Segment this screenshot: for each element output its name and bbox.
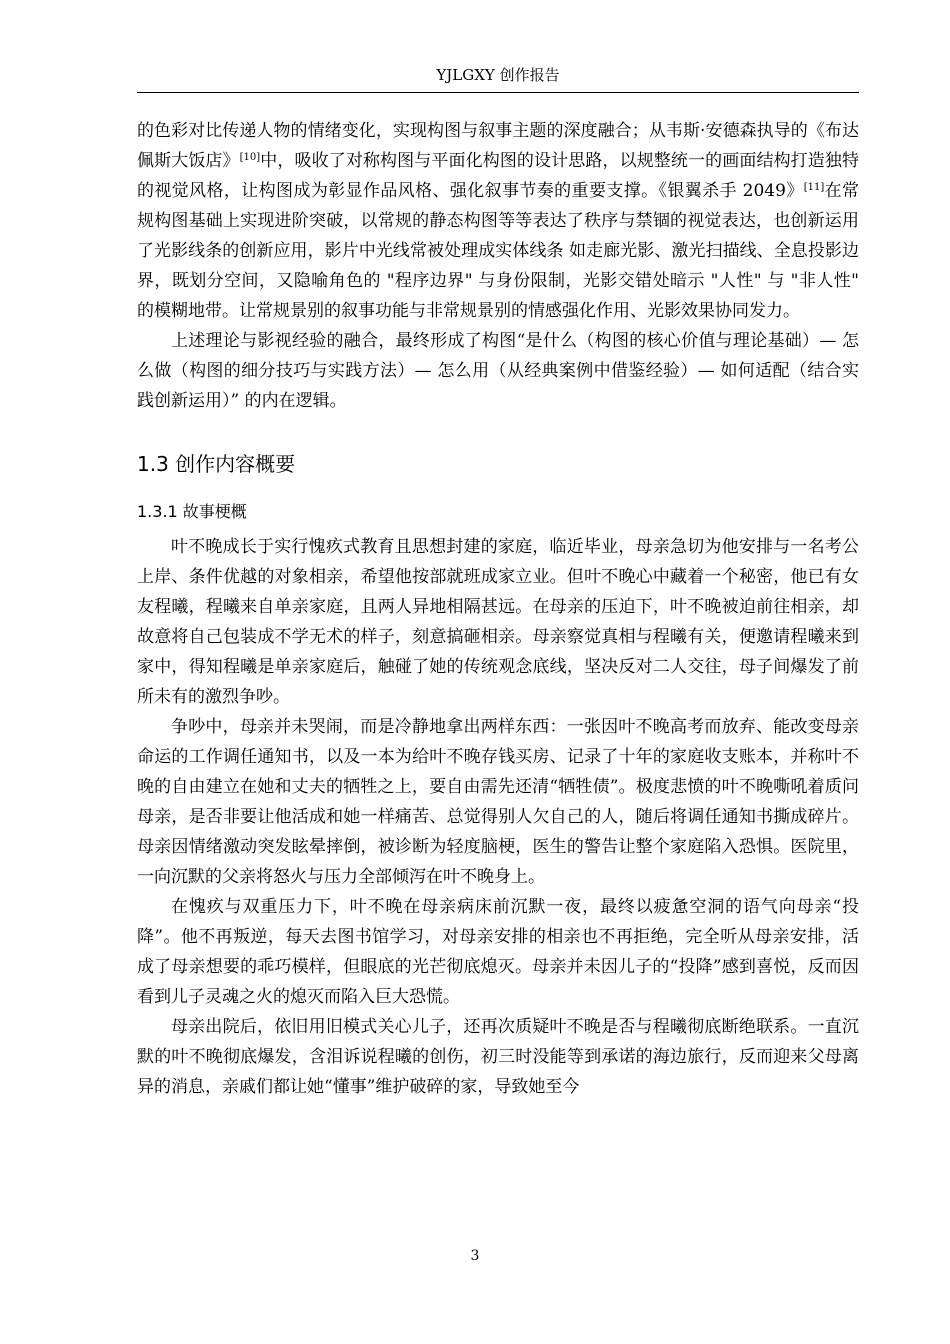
story-paragraph: 叶不晚成长于实行愧疚式教育且思想封建的家庭，临近毕业，母亲急切为他安排与一名考公上岸、条件优越的对象相亲，希望他按部就班成家立业。但叶不晚心中藏着一个秘密，他已有女友程曦，程曦来自单亲家庭，且两人异地相隔甚远。在母亲的压迫下，叶不晚被迫前往相亲，却故意将自己包装成不学无术的样子，刻意搞砸相亲。母亲察觉真相与程曦有关，便邀请程曦来到家中，得知程曦是单亲家庭后，触碰了她的传统观念底线，坚决反对二人交往，母子间爆发了前所未有的激烈争吵。 <box>137 537 859 707</box>
header-rule <box>137 92 859 93</box>
story-paragraph: 争吵中，母亲并未哭闹，而是冷静地拿出两样东西：一张因叶不晚高考而放弃、能改变母亲命运的工作调任通知书，以及一本为给叶不晚存钱买房、记录了十年的家庭收支账本，并称叶不晚的自由建立在她和丈夫的牺牲之上，要自由需先还清“牺牲债”。极度悲愤的叶不晚嘶吼着质问母亲，是否非要让他活成和她一样痛苦、总觉得别人欠自己的人，随后将调任通知书撕成碎片。母亲因情绪激动突发眩晕摔倒，被诊断为轻度脑梗，医生的警告让整个家庭陷入恐惧。医院里，一向沉默的父亲将怒火与压力全部倾泻在叶不晚身上。 <box>137 717 859 887</box>
page-number: 3 <box>470 1248 480 1264</box>
citation-11: [11] <box>803 182 825 193</box>
paragraph-continued: 的色彩对比传递人物的情绪变化，实现构图与叙事主题的深度融合；从韦斯·安德森执导的《布达佩斯大饭店》[10]中，吸收了对称构图与平面化构图的设计思路，以规整统一的画面结构打造独特的视觉风格，让构图成为彰显作品风格、强化叙事节奏的重要支撑。《银翼杀手 2049》[11]在常规构图基础上实现进阶突破，以常规的静态构图等等表达了秩序与禁锢的视觉表达，也创新运用了光影线条的创新应用，影片中光线常被处理成实体线条 如走廊光影、激光扫描线、全息投影边界，既划分空间，又隐喻角色的 "程序边界" 与身份限制，光影交错处暗示 "人性" 与 "非人性" 的模糊地带。让常规景别的叙事功能与非常规景别的情感强化作用、光影效果协同发力。 <box>137 121 860 321</box>
story-paragraph: 在愧疚与双重压力下，叶不晚在母亲病床前沉默一夜，最终以疲惫空洞的语气向母亲“投降”。他不再叛逆，每天去图书馆学习，对母亲安排的相亲也不再拒绝，完全听从母亲安排，活成了母亲想要的乖巧模样，但眼底的光芒彻底熄灭。母亲并未因儿子的“投降”感到喜悦，反而因看到儿子灵魂之火的熄灭而陷入巨大恐慌。 <box>137 897 859 1007</box>
subsection-heading-1-3-1: 1.3.1 故事梗概 <box>137 502 247 521</box>
running-header: YJLGXY 创作报告 <box>436 66 560 84</box>
story-paragraph: 母亲出院后，依旧用旧模式关心儿子，还再次质疑叶不晚是否与程曦彻底断绝联系。一直沉默的叶不晚彻底爆发，含泪诉说程曦的创伤，初三时没能等到承诺的海边旅行，反而迎来父母离异的消息，亲戚们都让她“懂事”维护破碎的家，导致她至今 <box>137 1017 859 1097</box>
citation-10: [10] <box>239 152 261 163</box>
page-body <box>137 116 859 1102</box>
paragraph-summary: 上述理论与影视经验的融合，最终形成了构图“是什么（构图的核心价值与理论基础）— 怎么做（构图的细分技巧与实践方法）— 怎么用（从经典案例中借鉴经验）— 如何适配（结合实践创新运用）” 的内在逻辑。 <box>137 331 859 411</box>
section-heading-1-3: 1.3 创作内容概要 <box>137 452 296 476</box>
